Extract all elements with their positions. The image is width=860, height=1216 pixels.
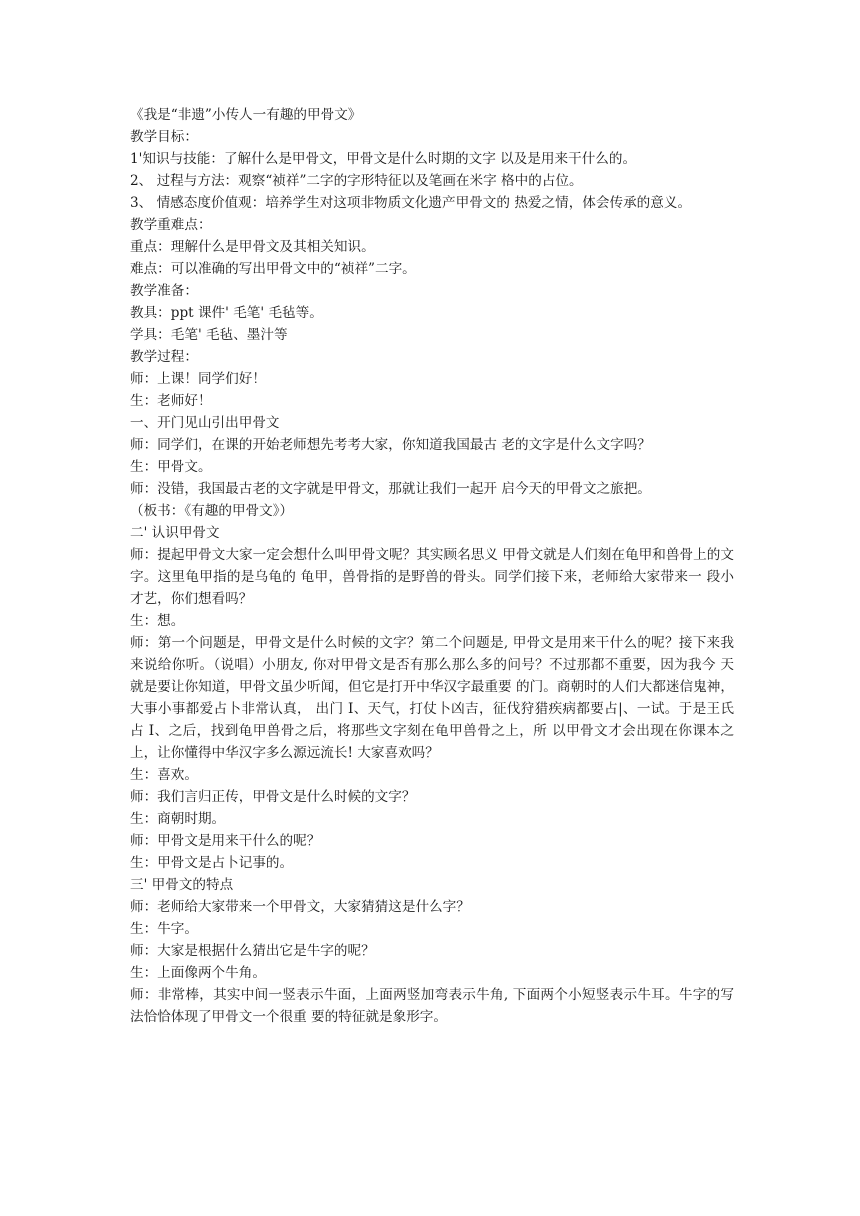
key-point: 重点：理解什么是甲骨文及其相关知识。 — [130, 239, 375, 255]
section-heading-part-3: 三' 甲骨文的特点 — [130, 877, 234, 893]
dialogue-line: 师：上课！同学们好！ — [130, 371, 266, 387]
dialogue-line: 生：喜欢。 — [130, 767, 198, 783]
dialogue-line: 生：想。 — [130, 613, 185, 629]
document-body — [130, 104, 734, 1028]
section-heading-key-points: 教学重难点： — [130, 217, 212, 233]
dialogue-paragraph: 师：提起甲骨文大家一定会想什么叫甲骨文呢？其实顾名思义 甲骨文就是人们刻在龟甲和兽骨上的文字。这里龟甲指的是乌龟的 龟甲，兽骨指的是野兽的骨头。同学们接下来，老师给大家带来一 段小才艺，你们想看吗？ — [130, 547, 734, 607]
dialogue-paragraph: 师：第一个问题是，甲骨文是什么时候的文字？第二个问题是, 甲骨文是用来干什么的呢？接下来我来说给你听。（说唱）小朋友, 你对甲骨文是否有那么那么多的问号？不过那都不重要，因为我今 天就是要让你知道，甲骨文虽少听闻，但它是打开中华汉字最重要 的门。商朝时的人们大都迷信鬼神，大事小事都爱占卜非常认真， 出门 I、天气，打仗卜凶吉，征伐狩猎疾病都要占|、一试。于是王氏 占 I、之后，找到龟甲兽骨之后，将那些文字刻在龟甲兽骨之上，所 以甲骨文才会出现在你课本之上，让你懂得中华汉字多么源远流长! 大家喜欢吗？ — [130, 635, 734, 761]
dialogue-line: 生：甲骨文是占卜记事的。 — [130, 855, 294, 871]
dialogue-line: 师：我们言归正传，甲骨文是什么时候的文字？ — [130, 789, 416, 805]
dialogue-line: 生：甲骨文。 — [130, 459, 212, 475]
objective-item-1: 1'知识与技能：了解什么是甲骨文，甲骨文是什么时期的文字 以及是用来干什么的。 — [130, 151, 637, 167]
section-heading-part-1: 一、开门见山引出甲骨文 — [130, 415, 280, 431]
dialogue-line: 师：没错，我国最古老的文字就是甲骨文，那就让我们一起开 启今天的甲骨文之旅把。 — [130, 481, 651, 497]
dialogue-line: 师：老师给大家带来一个甲骨文，大家猜猜这是什么字？ — [130, 899, 470, 915]
difficult-point: 难点：可以准确的写出甲骨文中的“祯祥”二字。 — [130, 261, 416, 277]
section-heading-objectives: 教学目标： — [130, 129, 198, 145]
section-heading-process: 教学过程： — [130, 349, 198, 365]
objective-item-3: 3、 情感态度价值观：培养学生对这项非物质文化遗产甲骨文的 热爱之情，体会传承的意义。 — [130, 195, 692, 211]
board-note: （板书：《有趣的甲骨文》） — [130, 503, 294, 519]
dialogue-line: 师：大家是根据什么猜出它是牛字的呢？ — [130, 943, 375, 959]
section-heading-preparation: 教学准备： — [130, 283, 198, 299]
dialogue-line: 师：甲骨文是用来干什么的呢？ — [130, 833, 321, 849]
dialogue-line: 师：同学们，在课的开始老师想先考考大家，你知道我国最古 老的文字是什么文字吗？ — [130, 437, 651, 453]
dialogue-line: 生：牛字。 — [130, 921, 198, 937]
section-heading-part-2: 二' 认识甲骨文 — [130, 525, 220, 541]
dialogue-line: 生：上面像两个牛角。 — [130, 965, 266, 981]
objective-item-2: 2、 过程与方法：观察“祯祥”二字的字形特征以及笔画在米字 格中的占位。 — [130, 173, 583, 189]
document-title: 《我是“非遗”小传人一有趣的甲骨文》 — [130, 107, 362, 123]
dialogue-line: 生：老师好！ — [130, 393, 212, 409]
learning-tools: 学具：毛笔' 毛毡、墨汁等 — [130, 327, 288, 343]
dialogue-paragraph: 师：非常棒，其实中间一竖表示牛面，上面两竖加弯表示牛角, 下面两个小短竖表示牛耳。牛字的写法恰恰体现了甲骨文一个很重 要的特征就是象形字。 — [130, 987, 734, 1025]
dialogue-line: 生：商朝时期。 — [130, 811, 226, 827]
teaching-tools: 教具：ppt 课件' 毛笔' 毛毡等。 — [130, 305, 323, 321]
